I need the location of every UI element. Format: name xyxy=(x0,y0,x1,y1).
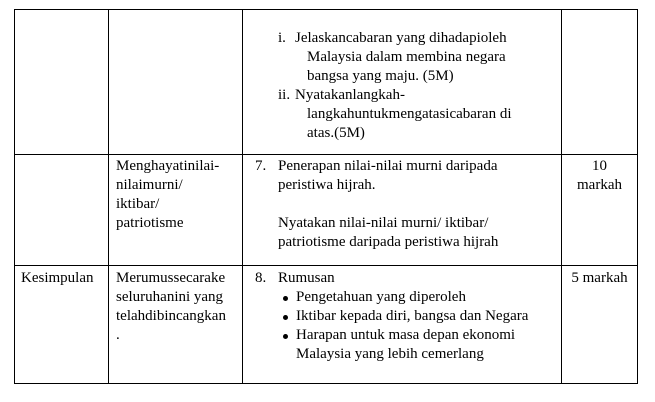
task-7-line-2: peristiwa hijrah. xyxy=(278,177,376,193)
question-number-8: 8. xyxy=(255,270,267,286)
sub-item-i-line-2: Malaysia dalam membina negara xyxy=(307,49,506,65)
marks-unit-7: markah xyxy=(577,177,622,193)
sub-item-i-line-3: bangsa yang maju. (5M) xyxy=(307,68,454,84)
summary-bullet-3-continued: Malaysia yang lebih cemerlang xyxy=(296,346,484,362)
task-7-instruction-line-2: patriotisme daripada peristiwa hijrah xyxy=(278,234,499,250)
conclusion-aspect-line-1: Merumussecarake xyxy=(116,270,226,286)
aspect-line-1: Menghayatinilai- xyxy=(116,158,220,174)
summary-bullet-1: Pengetahuan yang diperoleh xyxy=(296,289,466,305)
marks-value-8: 5 markah xyxy=(571,270,628,286)
column-divider-3 xyxy=(561,9,562,383)
bullet-dot-icon xyxy=(283,296,288,301)
section-label: Kesimpulan xyxy=(21,270,94,286)
task-7-instruction-line-1: Nyatakan nilai-nilai murni/ iktibar/ xyxy=(278,215,489,231)
sub-item-ii-line-1: Nyatakanlangkah- xyxy=(295,87,405,103)
table-border-right xyxy=(637,9,638,383)
summary-bullet-3: Harapan untuk masa depan ekonomi xyxy=(296,327,516,343)
summary-heading: Rumusan xyxy=(278,270,335,286)
sub-item-ii-line-2: langkahuntukmengatasicabaran di xyxy=(307,106,512,122)
column-divider-2 xyxy=(242,9,243,383)
conclusion-aspect-line-3: telahdibincangkan xyxy=(116,308,226,324)
table-border-bottom xyxy=(14,383,638,384)
conclusion-aspect-line-4: . xyxy=(116,327,120,343)
sub-item-i-line-1: Jelaskancabaran yang dihadapioleh xyxy=(295,30,507,46)
bullet-dot-icon xyxy=(283,315,288,320)
aspect-line-3: iktibar/ xyxy=(116,196,160,212)
column-divider-1 xyxy=(108,9,109,383)
aspect-line-2: nilaimurni/ xyxy=(116,177,183,193)
table-border-top xyxy=(14,9,638,10)
row-divider-1 xyxy=(14,154,638,155)
sub-item-number-i: i. xyxy=(278,30,286,46)
sub-item-ii-line-3: atas.(5M) xyxy=(307,125,365,141)
task-7-line-1: Penerapan nilai-nilai murni daripada xyxy=(278,158,498,174)
table-border-left xyxy=(14,9,15,383)
question-number-7: 7. xyxy=(255,158,267,174)
summary-bullet-2: Iktibar kepada diri, bangsa dan Negara xyxy=(296,308,529,324)
sub-item-number-ii: ii. xyxy=(278,87,291,103)
aspect-line-4: patriotisme xyxy=(116,215,184,231)
conclusion-aspect-line-2: seluruhanini yang xyxy=(116,289,224,305)
row-divider-2 xyxy=(14,265,638,266)
marks-value-7: 10 xyxy=(592,158,607,174)
bullet-dot-icon xyxy=(283,334,288,339)
